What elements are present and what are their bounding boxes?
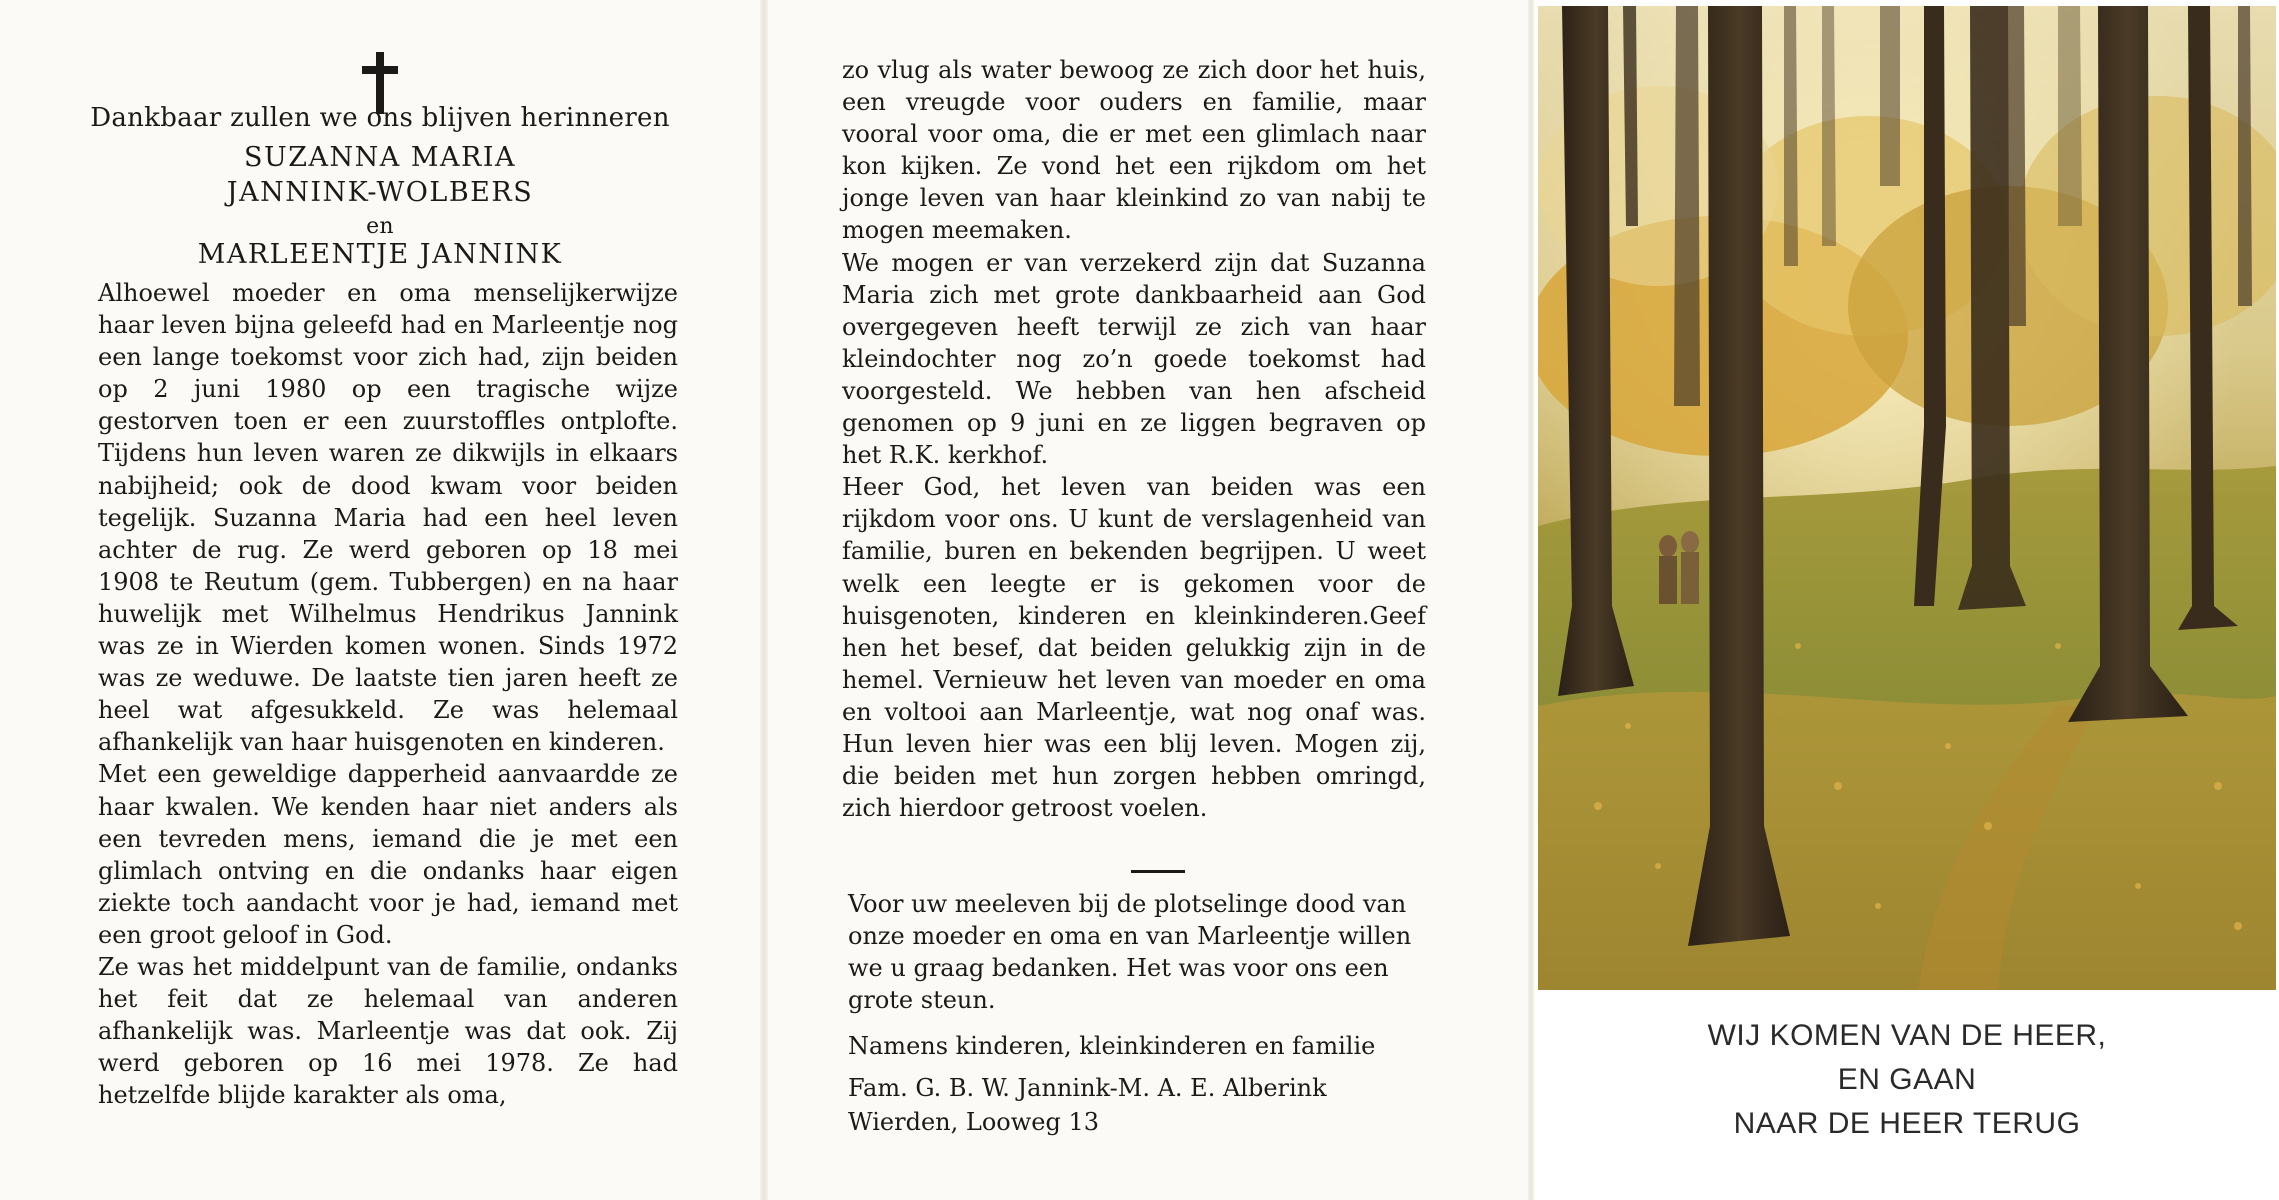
signature-line-2: Fam. G. B. W. Jannink-M. A. E. Alberink [848,1074,1327,1102]
paragraph: Met een geweldige dapperheid aanvaardde ze haar kwalen. We kenden haar niet anders als een tevreden mens, iemand die je met een glimlach ontving en die ondanks haar eigen ziekte toch aandacht voor je had, iemand met een groot geloof in God. [98,760,678,949]
deceased-name-2: MARLEENTJE JANNINK [197,239,563,270]
paragraph: Ze was het middelpunt van de familie, ondanks het feit dat ze helemaal van anderen afhankelijk was. Marleentje was dat ook. Zij werd geboren op 16 mei 1978. Ze had hetzelfde blijde karakter als oma, [98,952,678,1110]
caption-line-1: WIJ KOMEN VAN DE HEER, [1707,1019,2107,1052]
deceased-name-1-line-2: JANNINK-WOLBERS [226,177,534,208]
caption-line-2: EN GAAN [1837,1063,1977,1096]
paragraph: Alhoewel moeder en oma menselijkerwijze haar leven bijna geleefd had en Marleentje nog een lange toekomst voor zich had, zijn beiden op 2 juni 1980 op een tragische wijze gestorven toen er een zuurstoffles ontplofte. Tijdens hun leven waren ze dikwijls in elkaars nabijheid; ook de dood kwam voor beiden tegelijk. Suzanna Maria had een heel leven achter de rug. Ze werd geboren op 18 mei 1908 te Reutum (gem. Tubbergen) en na haar huwelijk met Wilhelmus Hendrikus Jannink was ze in Wierden komen wonen. Sinds 1972 was ze weduwe. De laatste tien jaren heeft ze heel wat afgesukkeld. Ze was helemaal afhankelijk van haar huisgenoten en kinderen. [98,279,678,757]
signature-line-1: Namens kinderen, kleinkinderen en familie [848,1032,1376,1060]
thanks-text [848,888,1426,1016]
paragraph: Voor uw meeleven bij de plotselinge dood van onze moeder en oma en van Marleentje willen we u graag bedanken. Het was voor ons een grote steun. [848,890,1412,1014]
paragraph: Heer God, het leven van beiden was een rijkdom voor ons. U kunt de verslagenheid van familie, buren en bekenden begrijpen. U weet welk een leegte er is gekomen voor de huisgenoten, kinderen en kleinkinderen.Geef hen het besef, dat beiden gelukkig zijn in de hemel. Vernieuw het leven van moeder en oma en voltooi aan Marleentje, wat nog onaf was. Hun leven hier was een blij leven. Mogen zij, die beiden met hun zorgen hebben omringd, zich hierdoor getroost voelen. [842,473,1426,823]
caption-line-3: NAAR DE HEER TERUG [1733,1107,2081,1140]
forest-photo [1538,6,2276,990]
separator-line [1131,870,1185,873]
fold-line [760,0,768,1200]
middle-body-text [842,54,1426,824]
deceased-name-1-line-1: SUZANNA MARIA [244,142,516,173]
signature-line-3: Wierden, Looweg 13 [848,1108,1099,1136]
intro-line: Dankbaar zullen we ons blijven herinneren [90,103,670,133]
left-body-text [98,277,678,1111]
conjunction: en [366,214,394,239]
paragraph: zo vlug als water bewoog ze zich door het huis, een vreugde voor ouders en familie, maar vooral voor oma, die er met een glimlach naar kon kijken. Ze vond het een rijkdom om het jonge leven van haar kleinkind zo van nabij te mogen meemaken. [842,56,1426,245]
paragraph: We mogen er van verzekerd zijn dat Suzanna Maria zich met grote dankbaarheid aan God overgegeven heeft terwijl ze zich van haar kleindochter nog zo’n goede toekomst had voorgesteld. We hebben van hen afscheid genomen op 9 juni en ze liggen begraven op het R.K. kerkhof. [842,248,1426,470]
